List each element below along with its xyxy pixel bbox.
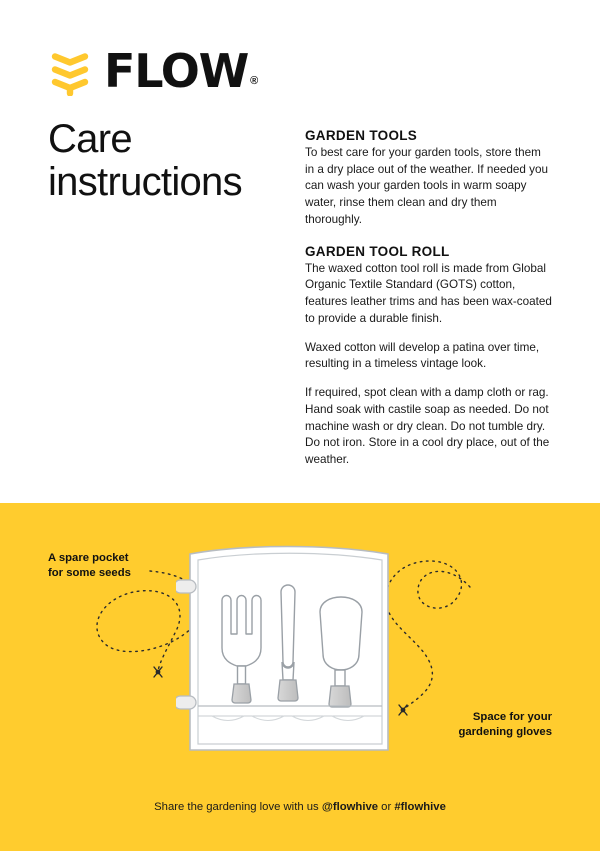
- leather-tab-top: [176, 580, 196, 593]
- page-title-line-1: Care: [48, 117, 132, 161]
- footer-middle: or: [378, 801, 395, 813]
- tool-dibber: [281, 585, 295, 680]
- illustration-panel: [0, 503, 600, 851]
- trowel-ferrule: [329, 686, 351, 707]
- callout-left-line-1: A spare pocket: [48, 552, 129, 564]
- social-footer: [0, 801, 600, 813]
- section-heading-garden-tool-roll: GARDEN TOOL ROLL: [305, 243, 450, 259]
- section-heading-garden-tools: GARDEN TOOLS: [305, 128, 418, 143]
- fork-ferrule: [232, 684, 251, 703]
- callout-left-line-2: for some seeds: [48, 566, 131, 579]
- brand-logo: [50, 43, 259, 98]
- footer-hashtag: #flowhive: [394, 801, 446, 813]
- brand-name: FLOW: [104, 43, 249, 98]
- dibber-ferrule: [278, 680, 298, 701]
- flow-hive-chevron-icon: [50, 46, 90, 96]
- instructions-column: [305, 128, 553, 469]
- brand-wordmark: [104, 43, 259, 98]
- callout-spare-pocket: [48, 551, 131, 581]
- section-paragraph: Waxed cotton will develop a patina over time, resulting in a timeless vintage look.: [305, 340, 540, 371]
- leather-tab-bottom: [176, 696, 196, 709]
- page-title-line-2: instructions: [48, 160, 242, 205]
- footer-handle: @flowhive: [321, 801, 379, 813]
- callout-gloves-space: [458, 710, 552, 740]
- registered-mark: ®: [250, 75, 259, 88]
- callout-right-line-2: gardening gloves: [458, 725, 552, 738]
- callout-right-line-1: Space for your: [472, 711, 552, 723]
- section-paragraph: If required, spot clean with a damp cloth or rag. Hand soak with castile soap as needed. Do not machine wash or dry clean. Do not tumble dry. Do not iron. Store in a cool dry place, out of the weather.: [305, 386, 550, 467]
- section-paragraph: The waxed cotton tool roll is made from Global Organic Textile Standard (GOTS) cotton, features leather trims and has been wax-coated to provide a durable finish.: [305, 261, 552, 325]
- section-paragraph: To best care for your garden tools, store them in a dry place out of the weather. If needed you can wash your garden tools in warm soapy water, rinse them clean and dry them thoroughly.: [305, 146, 549, 226]
- footer-prefix: Share the gardening love with us: [154, 801, 322, 813]
- page-title: [48, 118, 298, 204]
- tool-roll-illustration: [176, 536, 398, 766]
